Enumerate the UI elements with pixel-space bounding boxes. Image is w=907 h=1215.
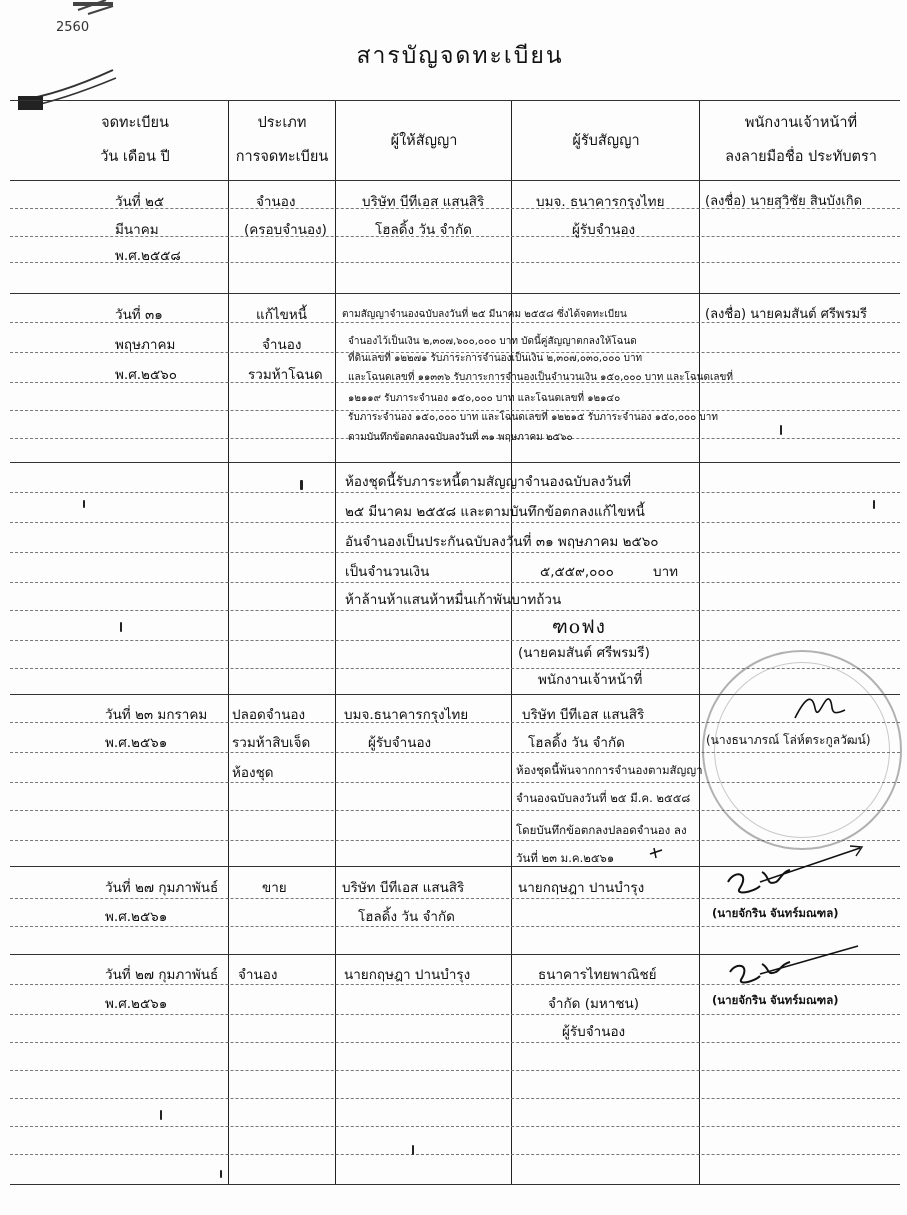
entry3-date-day: วันที่ ๒๓ มกราคม: [105, 707, 208, 723]
row-rule: [10, 293, 900, 294]
entry4-signature-icon: [720, 842, 870, 902]
scan-speck: [83, 500, 85, 508]
note-line: อันจำนองเป็นประกันฉบับลงวันที่ ๓๑ พฤษภาคม ๒๕๖๐: [345, 534, 659, 550]
row-rule: [10, 522, 900, 523]
entry2-detail-line: และโฉนดเลขที่ ๑๑๓๓๖ รับภาระการจำนองเป็นจำนวนเงิน ๑๕๐,๐๐๐ บาท และโฉนดเลขที่: [348, 372, 733, 383]
entry2-officer: (ลงชื่อ) นายคมสันต์ ศรีพรมรี: [705, 307, 868, 322]
corner-stamp: [18, 0, 113, 110]
row-rule: [10, 1070, 900, 1071]
row-rule: [10, 582, 900, 583]
page-title: สารบัญจดทะเบียน: [356, 43, 564, 69]
note-amount: ๕,๕๕๙,๐๐๐: [540, 564, 614, 580]
entry5-officer: (นายจักริน จันทร์มณฑล): [712, 993, 839, 1007]
entry3-receiver-note: จำนองฉบับลงวันที่ ๒๕ มี.ค. ๒๕๕๘: [516, 791, 691, 805]
entry2-type-l2: จำนอง: [262, 337, 302, 353]
note-line: ห้องชุดนี้รับภาระหนี้ตามสัญญาจำนองฉบับลงวันที่: [345, 474, 632, 490]
scan-speck: [120, 622, 122, 632]
scan-speck: [300, 480, 303, 490]
entry2-date-day: วันที่ ๓๑: [115, 307, 163, 323]
header-date-l1: จดทะเบียน: [101, 115, 169, 131]
entry5-receiver-l2: จำกัด (มหาชน): [548, 996, 640, 1012]
header-type-l1: ประเภท: [257, 115, 307, 131]
entry1-date-day: วันที่ ๒๕: [115, 194, 165, 210]
header-officer-l1: พนักงานเจ้าหน้าที่: [744, 115, 858, 131]
entry2-detail-line: รับภาระจำนอง ๑๕๐,๐๐๐ บาท และโฉนดเลขที่ ๑๒๒๑๕ รับภาระจำนอง ๑๕๐,๐๐๐ บาท: [348, 412, 718, 423]
row-rule: [10, 462, 900, 463]
entry2-type-l3: รวมห้าโฉนด: [248, 367, 323, 383]
entry3-receiver-note: วันที่ ๒๓ ม.ค.๒๕๖๑: [516, 851, 615, 865]
entry5-type: จำนอง: [238, 967, 278, 983]
note-amount-unit: บาท: [653, 564, 679, 580]
entry3-signature-icon: [790, 688, 850, 730]
entry3-type-l1: ปลอดจำนอง: [232, 707, 306, 723]
entry5-date-year: พ.ศ.๒๕๖๑: [105, 996, 168, 1012]
table-bottom-rule: [10, 1184, 900, 1185]
scan-speck: [220, 1170, 222, 1178]
entry1-giver-l1: บริษัท บีทีเอส แสนสิริ: [362, 194, 485, 210]
scan-speck: [412, 1145, 414, 1155]
note-line: ๒๕ มีนาคม ๒๕๕๘ และตามบันทึกข้อตกลงแก้ไขหนี้: [345, 504, 645, 520]
corner-stamp-year: 2560: [56, 20, 90, 35]
entry1-receiver-l1: บมจ. ธนาคารกรุงไทย: [536, 194, 665, 210]
entry2-detail-line: จำนองไว้เป็นเงิน ๒,๓๐๗,๖๐๐,๐๐๐ บาท บัดนี้คู่สัญญาตกลงให้โฉนด: [348, 336, 637, 347]
entry5-signature-icon: [720, 942, 870, 992]
header-type-l2: การจดทะเบียน: [235, 149, 329, 165]
entry3-type-l3: ห้องชุด: [232, 765, 274, 781]
header-giver: ผู้ให้สัญญา: [390, 133, 458, 149]
header-date-l2: วัน เดือน ปี: [100, 149, 170, 165]
entry4-giver-l1: บริษัท บีทีเอส แสนสิริ: [342, 880, 465, 896]
entry4-type: ขาย: [262, 880, 287, 896]
entry1-receiver-l2: ผู้รับจำนอง: [572, 222, 636, 238]
entry4-date-year: พ.ศ.๒๕๖๑: [105, 909, 168, 925]
entry3-date-year: พ.ศ.๒๕๖๑: [105, 735, 168, 751]
entry1-type-sub: (ครอบจำนอง): [244, 222, 327, 238]
entry3-giver-l1: บมจ.ธนาคารกรุงไทย: [344, 707, 469, 723]
scan-speck: [780, 425, 782, 435]
entry2-detail-line: ตามสัญญาจำนองฉบับลงวันที่ ๒๕ มีนาคม ๒๕๕๘ ซึ่งได้จดทะเบียน: [342, 309, 627, 320]
row-rule: [10, 552, 900, 553]
row-rule: [10, 1042, 900, 1043]
row-rule: [10, 1154, 900, 1155]
note-signature: ฑoฟง: [552, 616, 606, 638]
entry3-receiver-l1: บริษัท บีทีเอส แสนสิริ: [522, 707, 645, 723]
row-rule: [10, 1098, 900, 1099]
entry2-type-l1: แก้ไขหนี้: [256, 307, 308, 323]
entry1-officer: (ลงชื่อ) นายสุวิชัย สินบังเกิด: [705, 194, 863, 209]
entry4-officer: (นายจักริน จันทร์มณฑล): [712, 906, 839, 920]
scan-speck: [873, 500, 875, 509]
note-officer-title: พนักงานเจ้าหน้าที่: [538, 672, 643, 688]
entry1-giver-l2: โฮลดิ้ง วัน จำกัด: [375, 222, 472, 238]
header-receiver: ผู้รับสัญญา: [572, 133, 640, 149]
note-line: เป็นจำนวนเงิน: [345, 564, 430, 580]
entry2-detail-line: ตามบันทึกข้อตกลงฉบับลงวันที่ ๓๑ พฤษภาคม ๒๕๖๐: [348, 432, 573, 443]
tick-mark-icon: [648, 846, 664, 860]
entry3-type-l2: รวมห้าสิบเจ็ด: [232, 735, 311, 751]
entry3-receiver-note: ห้องชุดนี้พ้นจากการจำนองตามสัญญา: [516, 763, 703, 777]
entry4-receiver: นายกฤษฎา ปานบำรุง: [518, 880, 645, 896]
entry1-date-month: มีนาคม: [115, 222, 159, 238]
entry3-receiver-l2: โฮลดิ้ง วัน จำกัด: [528, 735, 625, 751]
entry2-detail-line: ที่ดินเลขที่ ๑๒๒๗๑ รับภาระการจำนองเป็นเงิน ๒,๓๐๗,๐๓๐,๐๐๐ บาท: [348, 353, 643, 364]
entry4-date-day: วันที่ ๒๗ กุมภาพันธ์: [105, 880, 219, 896]
entry5-receiver-l3: ผู้รับจำนอง: [562, 1024, 626, 1040]
entry1-date-year: พ.ศ.๒๕๕๘: [115, 248, 181, 264]
entry3-officer: (นางธนาภรณ์ โล่ห์ตระกูลวัฒน์): [706, 733, 871, 747]
table-top-rule: [10, 100, 900, 101]
entry2-detail-line: ๑๒๑๑๙ รับภาระจำนอง ๑๕๐,๐๐๐ บาท และโฉนดเลขที่ ๑๒๑๔๐: [348, 393, 621, 404]
entry5-receiver-l1: ธนาคารไทยพาณิชย์: [538, 967, 657, 983]
entry1-type: จำนอง: [256, 194, 296, 210]
row-rule: [10, 1014, 900, 1015]
scan-speck: [160, 1110, 162, 1120]
entry2-date-month: พฤษภาคม: [115, 337, 176, 353]
row-rule: [10, 492, 900, 493]
entry4-giver-l2: โฮลดิ้ง วัน จำกัด: [358, 909, 455, 925]
header-bottom-rule: [10, 180, 900, 181]
entry3-receiver-note: โดยบันทึกข้อตกลงปลอดจำนอง ลง: [516, 823, 687, 837]
note-line: ห้าล้านห้าแสนห้าหมื่นเก้าพันบาทถ้วน: [345, 592, 562, 608]
note-officer-name: (นายคมสันต์ ศรีพรมรี): [518, 645, 650, 661]
entry3-giver-l2: ผู้รับจำนอง: [368, 735, 432, 751]
row-rule: [10, 640, 900, 641]
entry5-date-day: วันที่ ๒๗ กุมภาพันธ์: [105, 967, 219, 983]
row-rule: [10, 610, 900, 611]
entry5-giver: นายกฤษฎา ปานบำรุง: [344, 967, 471, 983]
row-rule: [10, 1126, 900, 1127]
entry2-date-year: พ.ศ.๒๕๖๐: [115, 367, 177, 383]
header-officer-l2: ลงลายมือชื่อ ประทับตรา: [725, 149, 877, 165]
